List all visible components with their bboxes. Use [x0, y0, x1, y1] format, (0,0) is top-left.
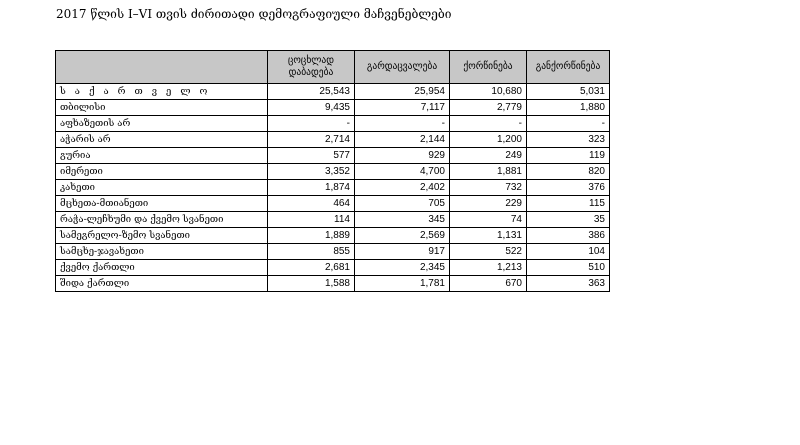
divorces-cell: 820: [527, 164, 610, 180]
deaths-cell: 929: [355, 148, 450, 164]
header-births: ცოცხლად დაბადება: [268, 51, 355, 84]
deaths-cell: 2,569: [355, 228, 450, 244]
births-cell: 9,435: [268, 100, 355, 116]
header-region: [56, 51, 268, 84]
table-row: [56, 196, 610, 212]
deaths-cell: 2,144: [355, 132, 450, 148]
divorces-cell: 35: [527, 212, 610, 228]
deaths-cell: 2,345: [355, 260, 450, 276]
divorces-cell: 376: [527, 180, 610, 196]
marriages-cell: 10,680: [450, 84, 527, 100]
deaths-cell: 345: [355, 212, 450, 228]
deaths-cell: 1,781: [355, 276, 450, 292]
divorces-cell: 510: [527, 260, 610, 276]
marriages-cell: 670: [450, 276, 527, 292]
divorces-cell: 119: [527, 148, 610, 164]
births-cell: 114: [268, 212, 355, 228]
table-row: [56, 180, 610, 196]
region-cell: სამეგრელო-ზემო სვანეთი: [56, 228, 268, 244]
region-cell: შიდა ქართლი: [56, 276, 268, 292]
table-row: [56, 132, 610, 148]
table-row: [56, 212, 610, 228]
births-cell: 1,588: [268, 276, 355, 292]
divorces-cell: 323: [527, 132, 610, 148]
marriages-cell: 2,779: [450, 100, 527, 116]
divorces-cell: 5,031: [527, 84, 610, 100]
divorces-cell: 104: [527, 244, 610, 260]
divorces-cell: 363: [527, 276, 610, 292]
births-cell: 577: [268, 148, 355, 164]
table-row: [56, 116, 610, 132]
divorces-cell: -: [527, 116, 610, 132]
marriages-cell: 732: [450, 180, 527, 196]
births-cell: -: [268, 116, 355, 132]
region-cell: იმერეთი: [56, 164, 268, 180]
marriages-cell: 74: [450, 212, 527, 228]
deaths-cell: 4,700: [355, 164, 450, 180]
deaths-cell: -: [355, 116, 450, 132]
deaths-cell: 705: [355, 196, 450, 212]
table-row: [56, 148, 610, 164]
marriages-cell: 1,881: [450, 164, 527, 180]
table-row: [56, 276, 610, 292]
region-cell: სამცხე-ჯავახეთი: [56, 244, 268, 260]
deaths-cell: 25,954: [355, 84, 450, 100]
demographic-table: [55, 50, 610, 292]
region-cell: კახეთი: [56, 180, 268, 196]
table-row: [56, 228, 610, 244]
header-divorces: განქორწინება: [527, 51, 610, 84]
births-cell: 3,352: [268, 164, 355, 180]
births-cell: 855: [268, 244, 355, 260]
region-cell: გურია: [56, 148, 268, 164]
region-cell: თბილისი: [56, 100, 268, 116]
marriages-cell: -: [450, 116, 527, 132]
births-cell: 464: [268, 196, 355, 212]
deaths-cell: 2,402: [355, 180, 450, 196]
table-row: [56, 244, 610, 260]
header-deaths: გარდაცვალება: [355, 51, 450, 84]
region-cell: მცხეთა-მთიანეთი: [56, 196, 268, 212]
marriages-cell: 229: [450, 196, 527, 212]
births-cell: 25,543: [268, 84, 355, 100]
table-row: [56, 100, 610, 116]
region-cell: ქვემო ქართლი: [56, 260, 268, 276]
divorces-cell: 386: [527, 228, 610, 244]
region-cell: აჭარის არ: [56, 132, 268, 148]
header-marriages: ქორწინება: [450, 51, 527, 84]
region-cell: რაჭა-ლეჩხუმი და ქვემო სვანეთი: [56, 212, 268, 228]
births-cell: 1,889: [268, 228, 355, 244]
document-title: 2017 წლის I–VI თვის ძირითადი დემოგრაფიული მაჩვენებლები: [56, 7, 452, 21]
marriages-cell: 522: [450, 244, 527, 260]
table-row: [56, 164, 610, 180]
births-cell: 2,681: [268, 260, 355, 276]
divorces-cell: 1,880: [527, 100, 610, 116]
marriages-cell: 1,131: [450, 228, 527, 244]
region-cell: ს ა ქ ა რ თ ვ ე ლ ო: [56, 84, 268, 100]
marriages-cell: 1,200: [450, 132, 527, 148]
table-row: [56, 260, 610, 276]
deaths-cell: 7,117: [355, 100, 450, 116]
marriages-cell: 249: [450, 148, 527, 164]
region-cell: აფხაზეთის არ: [56, 116, 268, 132]
births-cell: 2,714: [268, 132, 355, 148]
divorces-cell: 115: [527, 196, 610, 212]
table-header-row: [56, 51, 610, 84]
births-cell: 1,874: [268, 180, 355, 196]
deaths-cell: 917: [355, 244, 450, 260]
marriages-cell: 1,213: [450, 260, 527, 276]
table-row: [56, 84, 610, 100]
